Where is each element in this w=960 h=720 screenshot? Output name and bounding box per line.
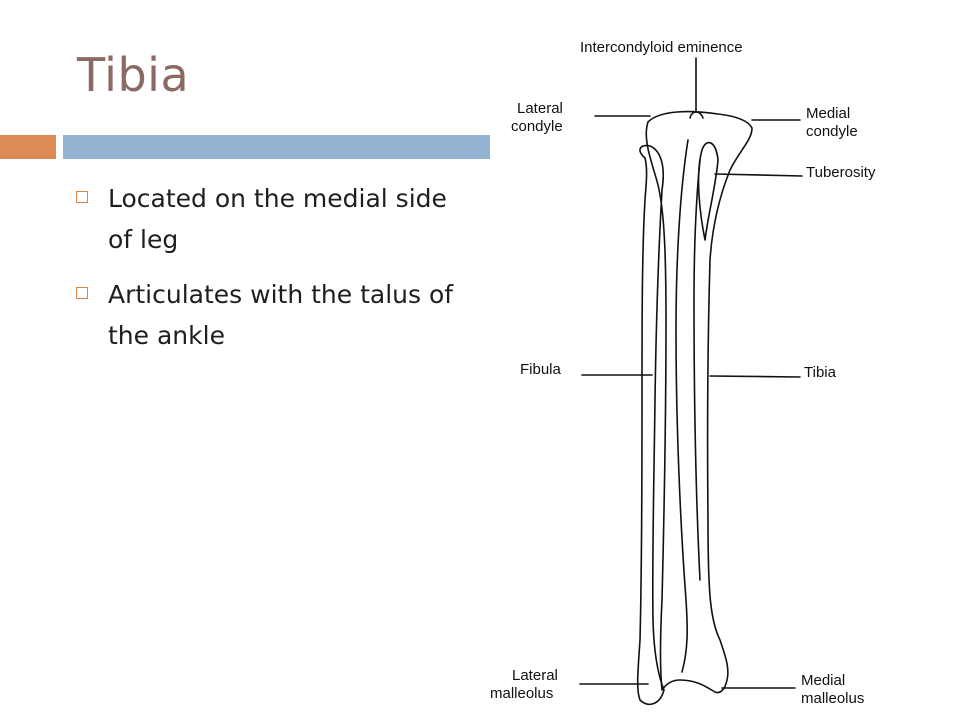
- label-medial-malleolus: [801, 672, 864, 707]
- square-bullet-icon: [76, 287, 88, 299]
- tuberosity-outline: [699, 143, 718, 240]
- tibia-crest-line: [676, 140, 688, 672]
- bullet-text: Articulates with the talus of the ankle: [108, 280, 454, 350]
- label-line: Lateral: [512, 667, 558, 684]
- label-line: Lateral: [517, 100, 563, 117]
- label-line: malleolus: [801, 690, 865, 707]
- label-tibia: Tibia: [804, 364, 836, 381]
- tibia-ridge-line: [694, 160, 700, 580]
- label-line: Medial: [806, 105, 851, 122]
- label-line: condyle: [806, 123, 858, 140]
- label-lateral-malleolus: [490, 667, 562, 702]
- bullet-item: [75, 274, 475, 356]
- label-medial-condyle: [806, 105, 858, 140]
- fibula-outline: [638, 146, 664, 705]
- tibia-fibula-diagram: [490, 0, 960, 720]
- label-line: malleolus: [490, 685, 554, 702]
- label-line: condyle: [511, 118, 563, 135]
- label-lateral-condyle: [511, 100, 567, 135]
- label-line: Medial: [801, 672, 846, 689]
- label-intercondyloid-eminence: Intercondyloid eminence: [580, 39, 743, 56]
- leader-line: [710, 376, 800, 377]
- accent-bar-orange: [0, 135, 56, 159]
- label-tuberosity: Tuberosity: [806, 164, 876, 181]
- slide-title: Tibia: [77, 48, 190, 102]
- square-bullet-icon: [76, 191, 88, 203]
- label-fibula: Fibula: [520, 361, 561, 378]
- bullet-item: [75, 178, 475, 260]
- bullet-text: Located on the medial side of leg: [108, 184, 447, 254]
- bone-illustration: [490, 0, 960, 720]
- bullet-list: [75, 178, 475, 370]
